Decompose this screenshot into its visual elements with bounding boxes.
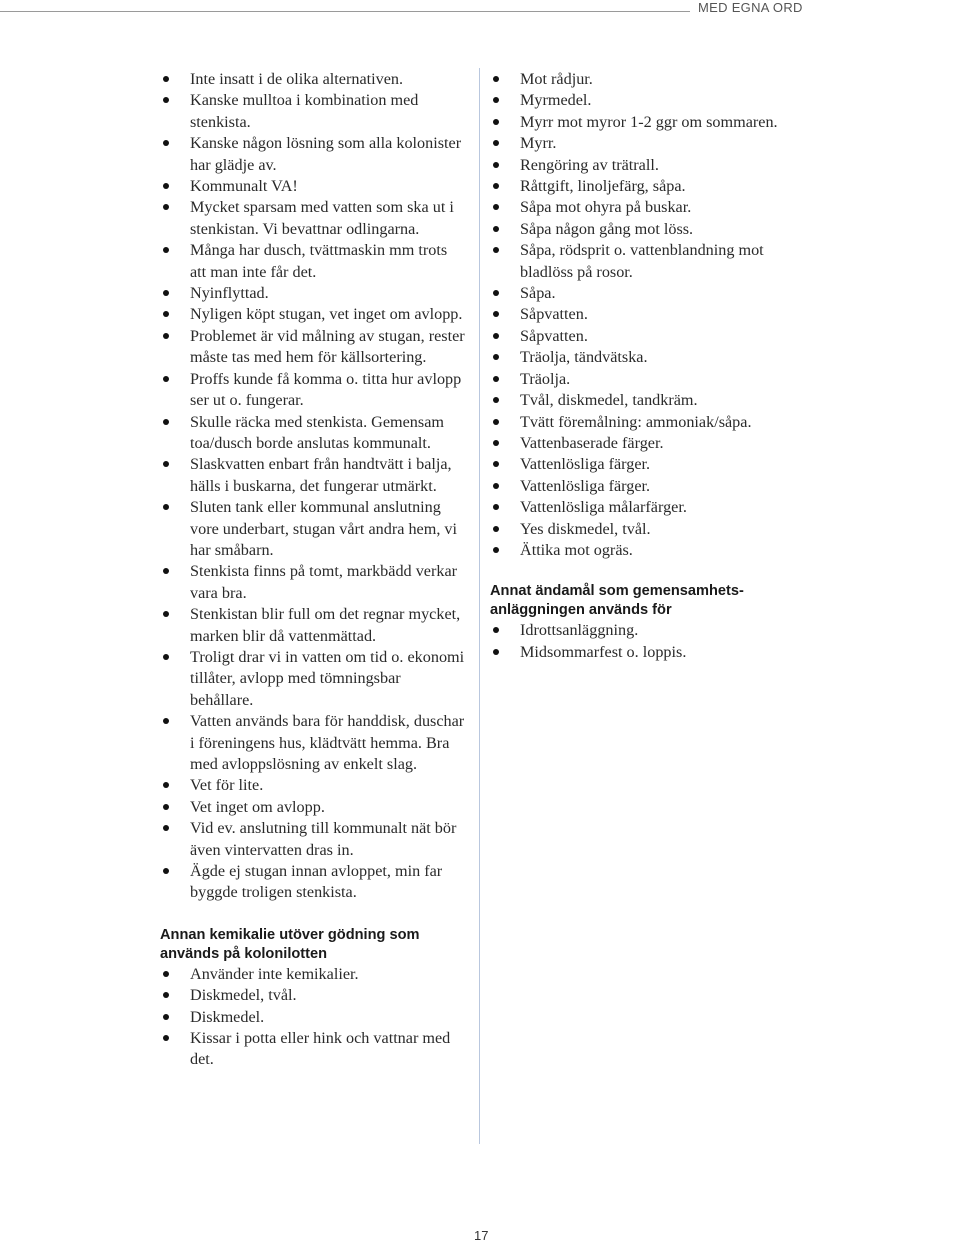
list-item: Rengöring av trätrall. (490, 155, 810, 176)
list-item: Inte insatt i de olika alternativen. (160, 69, 465, 90)
list-item: Nyinflyttad. (160, 283, 465, 304)
list-item: Sluten tank eller kommunal anslutning vore underbart, stugan vårt andra hem, vi har småbarn. (160, 497, 465, 561)
list-item: Myrr. (490, 133, 810, 154)
list-item: Kanske någon lösning som alla kolonister har glädje av. (160, 133, 465, 176)
list-item: Träolja. (490, 369, 810, 390)
list-item: Idrottsanläggning. (490, 620, 810, 641)
list-item: Såpa. (490, 283, 810, 304)
list-item: Kissar i potta eller hink och vattnar med det. (160, 1028, 465, 1071)
list-item: Diskmedel, tvål. (160, 985, 465, 1006)
list-item: Många har dusch, tvättmaskin mm trots att man inte får det. (160, 240, 465, 283)
list-item: Såpa mot ohyra på buskar. (490, 197, 810, 218)
list-item: Vattenlösliga färger. (490, 476, 810, 497)
chemicals-bullet-list (160, 964, 465, 1071)
list-item: Vatten används bara för handdisk, duschar i föreningens hus, klädtvätt hemma. Bra med avloppslösning av enkelt slag. (160, 711, 465, 775)
list-item: Vid ev. anslutning till kommunalt nät bör även vintervatten dras in. (160, 818, 465, 861)
list-item: Slaskvatten enbart från handtvätt i balja, hälls i buskarna, det fungerar utmärkt. (160, 454, 465, 497)
list-item: Ättika mot ogräs. (490, 540, 810, 561)
left-bullet-list (160, 69, 465, 904)
section-heading-chemicals: Annan kemikalie utöver gödning som används på kolonilotten (160, 926, 420, 962)
list-item: Vattenlösliga färger. (490, 454, 810, 475)
list-item: Mycket sparsam med vatten som ska ut i stenkistan. Vi bevattnar odlingarna. (160, 197, 465, 240)
section-heading-facility-use: Annat ändamål som gemensamhets-anläggningen används för (490, 583, 744, 619)
list-item: Proffs kunde få komma o. titta hur avlopp ser ut o. fungerar. (160, 369, 465, 412)
list-item: Använder inte kemikalier. (160, 964, 465, 985)
list-item: Stenkistan blir full om det regnar mycket, marken blir då vattenmättad. (160, 604, 465, 647)
list-item: Ägde ej stugan innan avloppet, min far byggde troligen stenkista. (160, 861, 465, 904)
right-column (490, 69, 810, 663)
list-item: Vattenbaserade färger. (490, 433, 810, 454)
column-divider (479, 68, 480, 1144)
page-number: 17 (474, 1228, 489, 1243)
list-item: Träolja, tändvätska. (490, 347, 810, 368)
list-item: Diskmedel. (160, 1007, 465, 1028)
list-item: Kommunalt VA! (160, 176, 465, 197)
list-item: Midsommarfest o. loppis. (490, 642, 810, 663)
header-rule (0, 11, 690, 12)
list-item: Tvätt föremålning: ammoniak/såpa. (490, 412, 810, 433)
list-item: Vet för lite. (160, 775, 465, 796)
list-item: Såpa, rödsprit o. vattenblandning mot bladlöss på rosor. (490, 240, 810, 283)
list-item: Myrmedel. (490, 90, 810, 111)
running-header: MED EGNA ORD (698, 0, 803, 15)
list-item: Vet inget om avlopp. (160, 797, 465, 818)
list-item: Nyligen köpt stugan, vet inget om avlopp. (160, 304, 465, 325)
list-item: Kanske mulltoa i kombination med stenkista. (160, 90, 465, 133)
list-item: Yes diskmedel, tvål. (490, 519, 810, 540)
list-item: Problemet är vid målning av stugan, rester måste tas med hem för källsortering. (160, 326, 465, 369)
list-item: Stenkista finns på tomt, markbädd verkar vara bra. (160, 561, 465, 604)
list-item: Vattenlösliga målarfärger. (490, 497, 810, 518)
list-item: Såpvatten. (490, 326, 810, 347)
list-item: Såpa någon gång mot löss. (490, 219, 810, 240)
list-item: Råttgift, linoljefärg, såpa. (490, 176, 810, 197)
list-item: Troligt drar vi in vatten om tid o. ekonomi tillåter, avlopp med tömningsbar behållare. (160, 647, 465, 711)
list-item: Myrr mot myror 1-2 ggr om sommaren. (490, 112, 810, 133)
list-item: Tvål, diskmedel, tandkräm. (490, 390, 810, 411)
list-item: Såpvatten. (490, 304, 810, 325)
facility-use-bullet-list (490, 620, 810, 663)
list-item: Mot rådjur. (490, 69, 810, 90)
left-column (160, 69, 465, 1071)
right-bullet-list (490, 69, 810, 561)
list-item: Skulle räcka med stenkista. Gemensam toa/dusch borde anslutas kommunalt. (160, 412, 465, 455)
